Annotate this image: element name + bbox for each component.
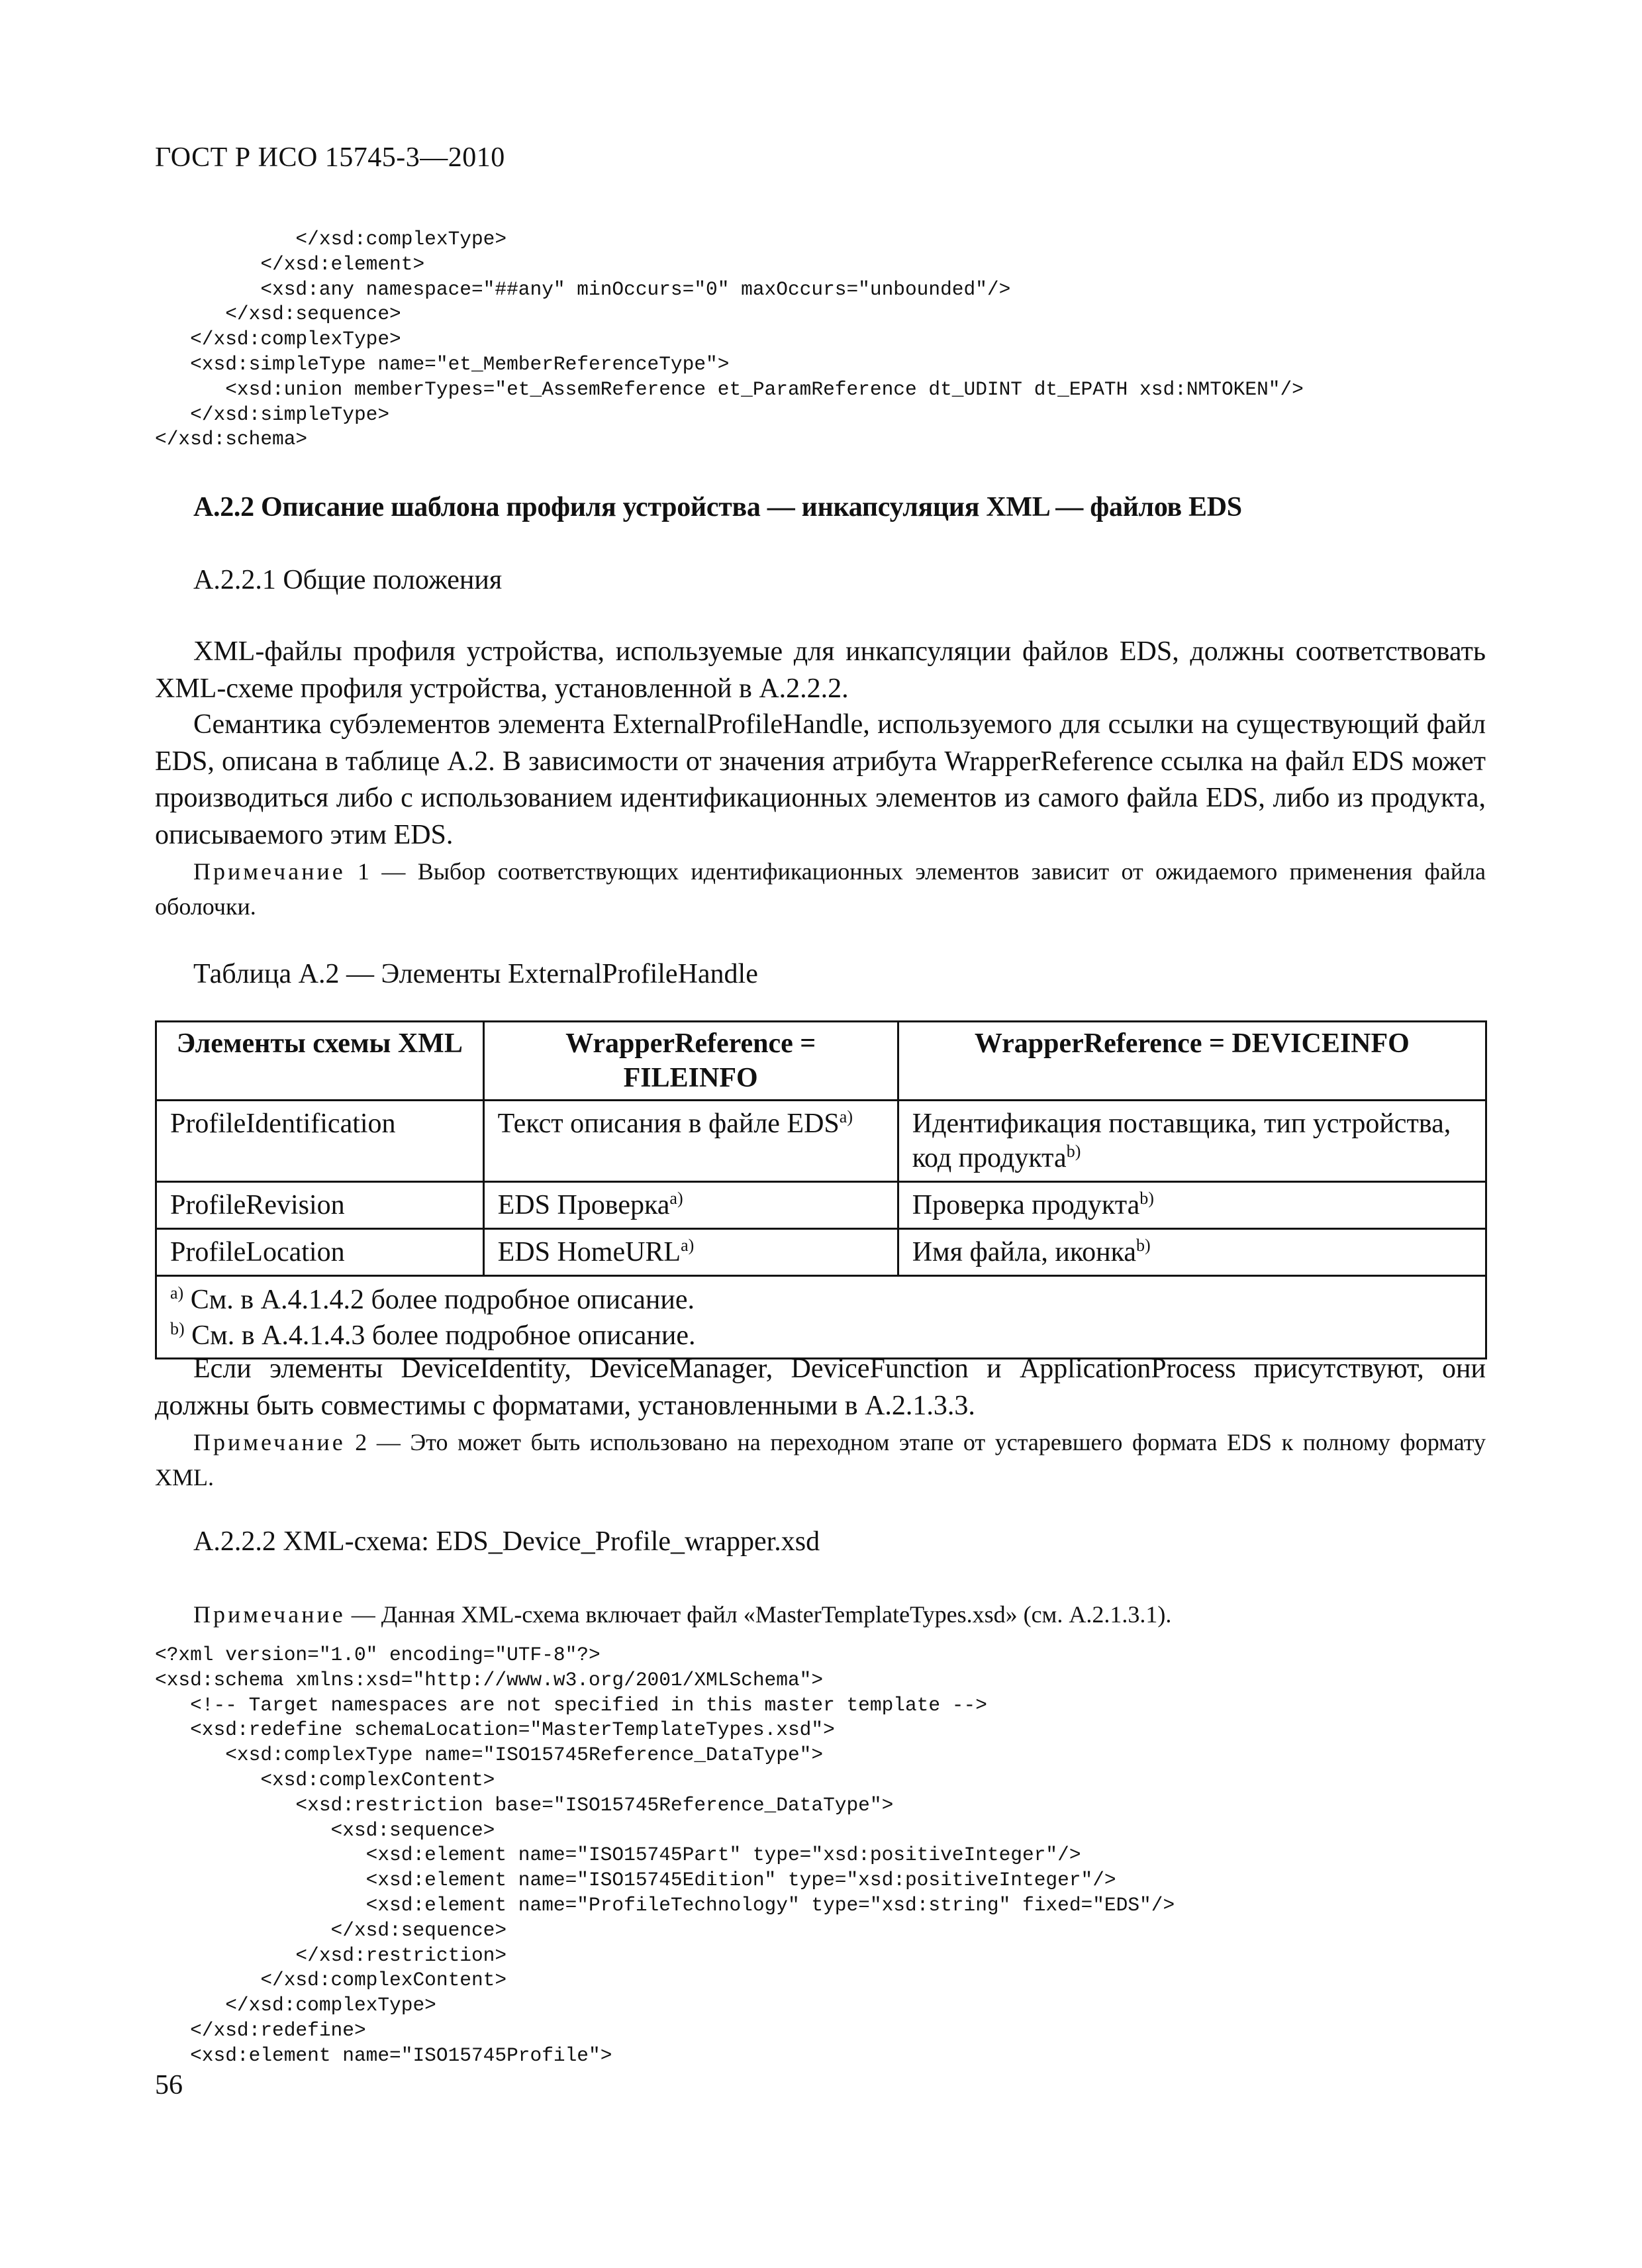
- code-line: <?xml version="1.0" encoding="UTF-8"?>: [155, 1644, 601, 1666]
- cell-text: ProfileRevision: [170, 1190, 345, 1220]
- table-footnotes: [156, 1276, 1486, 1359]
- cell-text: Имя файла, иконка: [912, 1237, 1137, 1267]
- footnote-ref: a): [681, 1236, 695, 1255]
- table-cell: [898, 1182, 1486, 1229]
- code-line: <xsd:sequence>: [155, 1818, 495, 1842]
- code-line: </xsd:complexType>: [155, 228, 507, 250]
- code-line: <xsd:any namespace="##any" minOccurs="0" maxOccurs="unbounded"/>: [155, 277, 1011, 301]
- subsection-heading-xml-schema: А.2.2.2 XML-схема: EDS_Device_Profile_wrapper.xsd: [193, 1526, 820, 1557]
- column-header: WrapperReference = FILEINFO: [483, 1022, 898, 1101]
- table-cell: [156, 1229, 484, 1276]
- table-cell: [483, 1229, 898, 1276]
- code-line: </xsd:schema>: [155, 428, 308, 451]
- table-cell: [156, 1182, 484, 1229]
- footnote-ref: b): [1136, 1236, 1151, 1255]
- note-text: 2 — Это может быть использовано на переходном этапе от устаревшего формата EDS к полному формату XML.: [155, 1429, 1486, 1491]
- code-line: </xsd:redefine>: [155, 2018, 366, 2042]
- code-line: <xsd:element name="ProfileTechnology" type="xsd:string" fixed="EDS"/>: [155, 1893, 1175, 1916]
- table-footnotes-row: [156, 1276, 1486, 1359]
- cell-text: Проверка продукта: [912, 1190, 1140, 1220]
- code-line: <xsd:simpleType name="et_MemberReferenceType">: [155, 352, 730, 375]
- column-header: WrapperReference = DEVICEINFO: [898, 1022, 1486, 1101]
- note-text: 1 — Выбор соответствующих идентификационных элементов зависит от ожидаемого применения файла оболочки.: [155, 858, 1486, 920]
- code-line: </xsd:complexType>: [155, 1994, 436, 2017]
- code-line: </xsd:complexContent>: [155, 1969, 507, 1992]
- table-cell: [156, 1101, 484, 1182]
- note-label: Примечание: [193, 1601, 346, 1628]
- page-header-title: ГОСТ Р ИСО 15745-3—2010: [155, 142, 505, 173]
- code-line: </xsd:element>: [155, 252, 425, 275]
- table-caption: Таблица А.2 — Элементы ExternalProfileHandle: [193, 959, 758, 989]
- code-line: <xsd:schema xmlns:xsd="http://www.w3.org/2001/XMLSchema">: [155, 1668, 824, 1691]
- cell-text: EDS Проверка: [497, 1190, 670, 1220]
- table-cell: [483, 1182, 898, 1229]
- table-row: [156, 1229, 1486, 1276]
- section-heading: А.2.2 Описание шаблона профиля устройства — инкапсуляция XML — файлов EDS: [193, 492, 1242, 522]
- note-text: — Данная XML-схема включает файл «MasterTemplateTypes.xsd» (см. А.2.1.3.1).: [345, 1601, 1172, 1628]
- paragraph-semantics: Семантика субэлементов элемента ExternalProfileHandle, используемого для ссылки на существующий файл EDS, описана в таблице А.2. В зависимости от значения атрибута WrapperReference ссылка на файл EDS может производиться либо с использованием идентификационных элементов из самого файла EDS, либо из продукта, описываемого этим EDS.: [155, 709, 1486, 850]
- code-line: </xsd:simpleType>: [155, 403, 390, 426]
- code-line: </xsd:complexType>: [155, 328, 401, 351]
- table-row: [156, 1182, 1486, 1229]
- code-line: <xsd:element name="ISO15745Part" type="xsd:positiveInteger"/>: [155, 1844, 1081, 1867]
- page-number: 56: [155, 2070, 183, 2100]
- code-line: </xsd:sequence>: [155, 1918, 507, 1942]
- footnote-mark: b): [170, 1319, 185, 1338]
- note-label: Примечание: [193, 858, 346, 885]
- table-footnote: [170, 1282, 1472, 1318]
- cell-text: Идентификация поставщика, тип устройства, код продукта: [912, 1109, 1451, 1173]
- code-line: <xsd:element name="ISO15745Edition" type="xsd:positiveInteger"/>: [155, 1869, 1116, 1892]
- cell-text: Текст описания в файле EDS: [497, 1109, 840, 1139]
- code-block-bottom: [155, 1643, 1175, 2069]
- note-1: [155, 854, 1486, 924]
- paragraph-elements: Если элементы DeviceIdentity, DeviceManager, DeviceFunction и ApplicationProcess присутствуют, они должны быть совместимы с форматами, установленными в А.2.1.3.3.: [155, 1354, 1486, 1421]
- footnote-mark: a): [170, 1283, 184, 1303]
- code-block-top: [155, 227, 1304, 452]
- code-line: <xsd:restriction base="ISO15745Reference_DataType">: [155, 1793, 894, 1816]
- subsection-heading-general: А.2.2.1 Общие положения: [193, 565, 503, 595]
- table-cell: [898, 1101, 1486, 1182]
- cell-text: ProfileIdentification: [170, 1109, 396, 1139]
- column-header: Элементы схемы XML: [156, 1022, 484, 1101]
- cell-text: ProfileLocation: [170, 1237, 345, 1267]
- code-line: <xsd:union memberTypes="et_AssemReference et_ParamReference dt_UDINT dt_EPATH xsd:NMTOKEN"/>: [155, 377, 1304, 401]
- note-2: [155, 1425, 1486, 1495]
- code-line: <!-- Target namespaces are not specified in this master template -->: [155, 1693, 987, 1716]
- footnote-ref: a): [839, 1107, 853, 1126]
- code-line: </xsd:sequence>: [155, 303, 401, 326]
- table-cell: [898, 1229, 1486, 1276]
- code-line: <xsd:redefine schemaLocation="MasterTemplateTypes.xsd">: [155, 1718, 835, 1742]
- code-line: <xsd:complexContent>: [155, 1768, 495, 1791]
- footnote-text: См. в А.4.1.4.3 более подробное описание.: [184, 1320, 696, 1351]
- code-line: <xsd:complexType name="ISO15745Reference_DataType">: [155, 1744, 824, 1767]
- footnote-ref: a): [669, 1189, 683, 1208]
- code-line: <xsd:element name="ISO15745Profile">: [155, 2044, 612, 2067]
- table-footnote: [170, 1318, 1472, 1354]
- table-row: [156, 1101, 1486, 1182]
- code-line: </xsd:restriction>: [155, 1944, 507, 1967]
- paragraph-xml-files: XML-файлы профиля устройства, используемые для инкапсуляции файлов EDS, должны соответствовать XML-схеме профиля устройства, установленной в А.2.2.2.: [155, 636, 1486, 704]
- cell-text: EDS HomeURL: [497, 1237, 681, 1267]
- table-header-row: [156, 1022, 1486, 1101]
- elements-table: [155, 1020, 1487, 1359]
- footnote-ref: b): [1139, 1189, 1154, 1208]
- footnote-text: См. в А.4.1.4.2 более подробное описание.: [183, 1285, 695, 1315]
- table-cell: [483, 1101, 898, 1182]
- note-3: [193, 1601, 1524, 1628]
- footnote-ref: b): [1066, 1142, 1081, 1161]
- note-label: Примечание: [193, 1429, 346, 1455]
